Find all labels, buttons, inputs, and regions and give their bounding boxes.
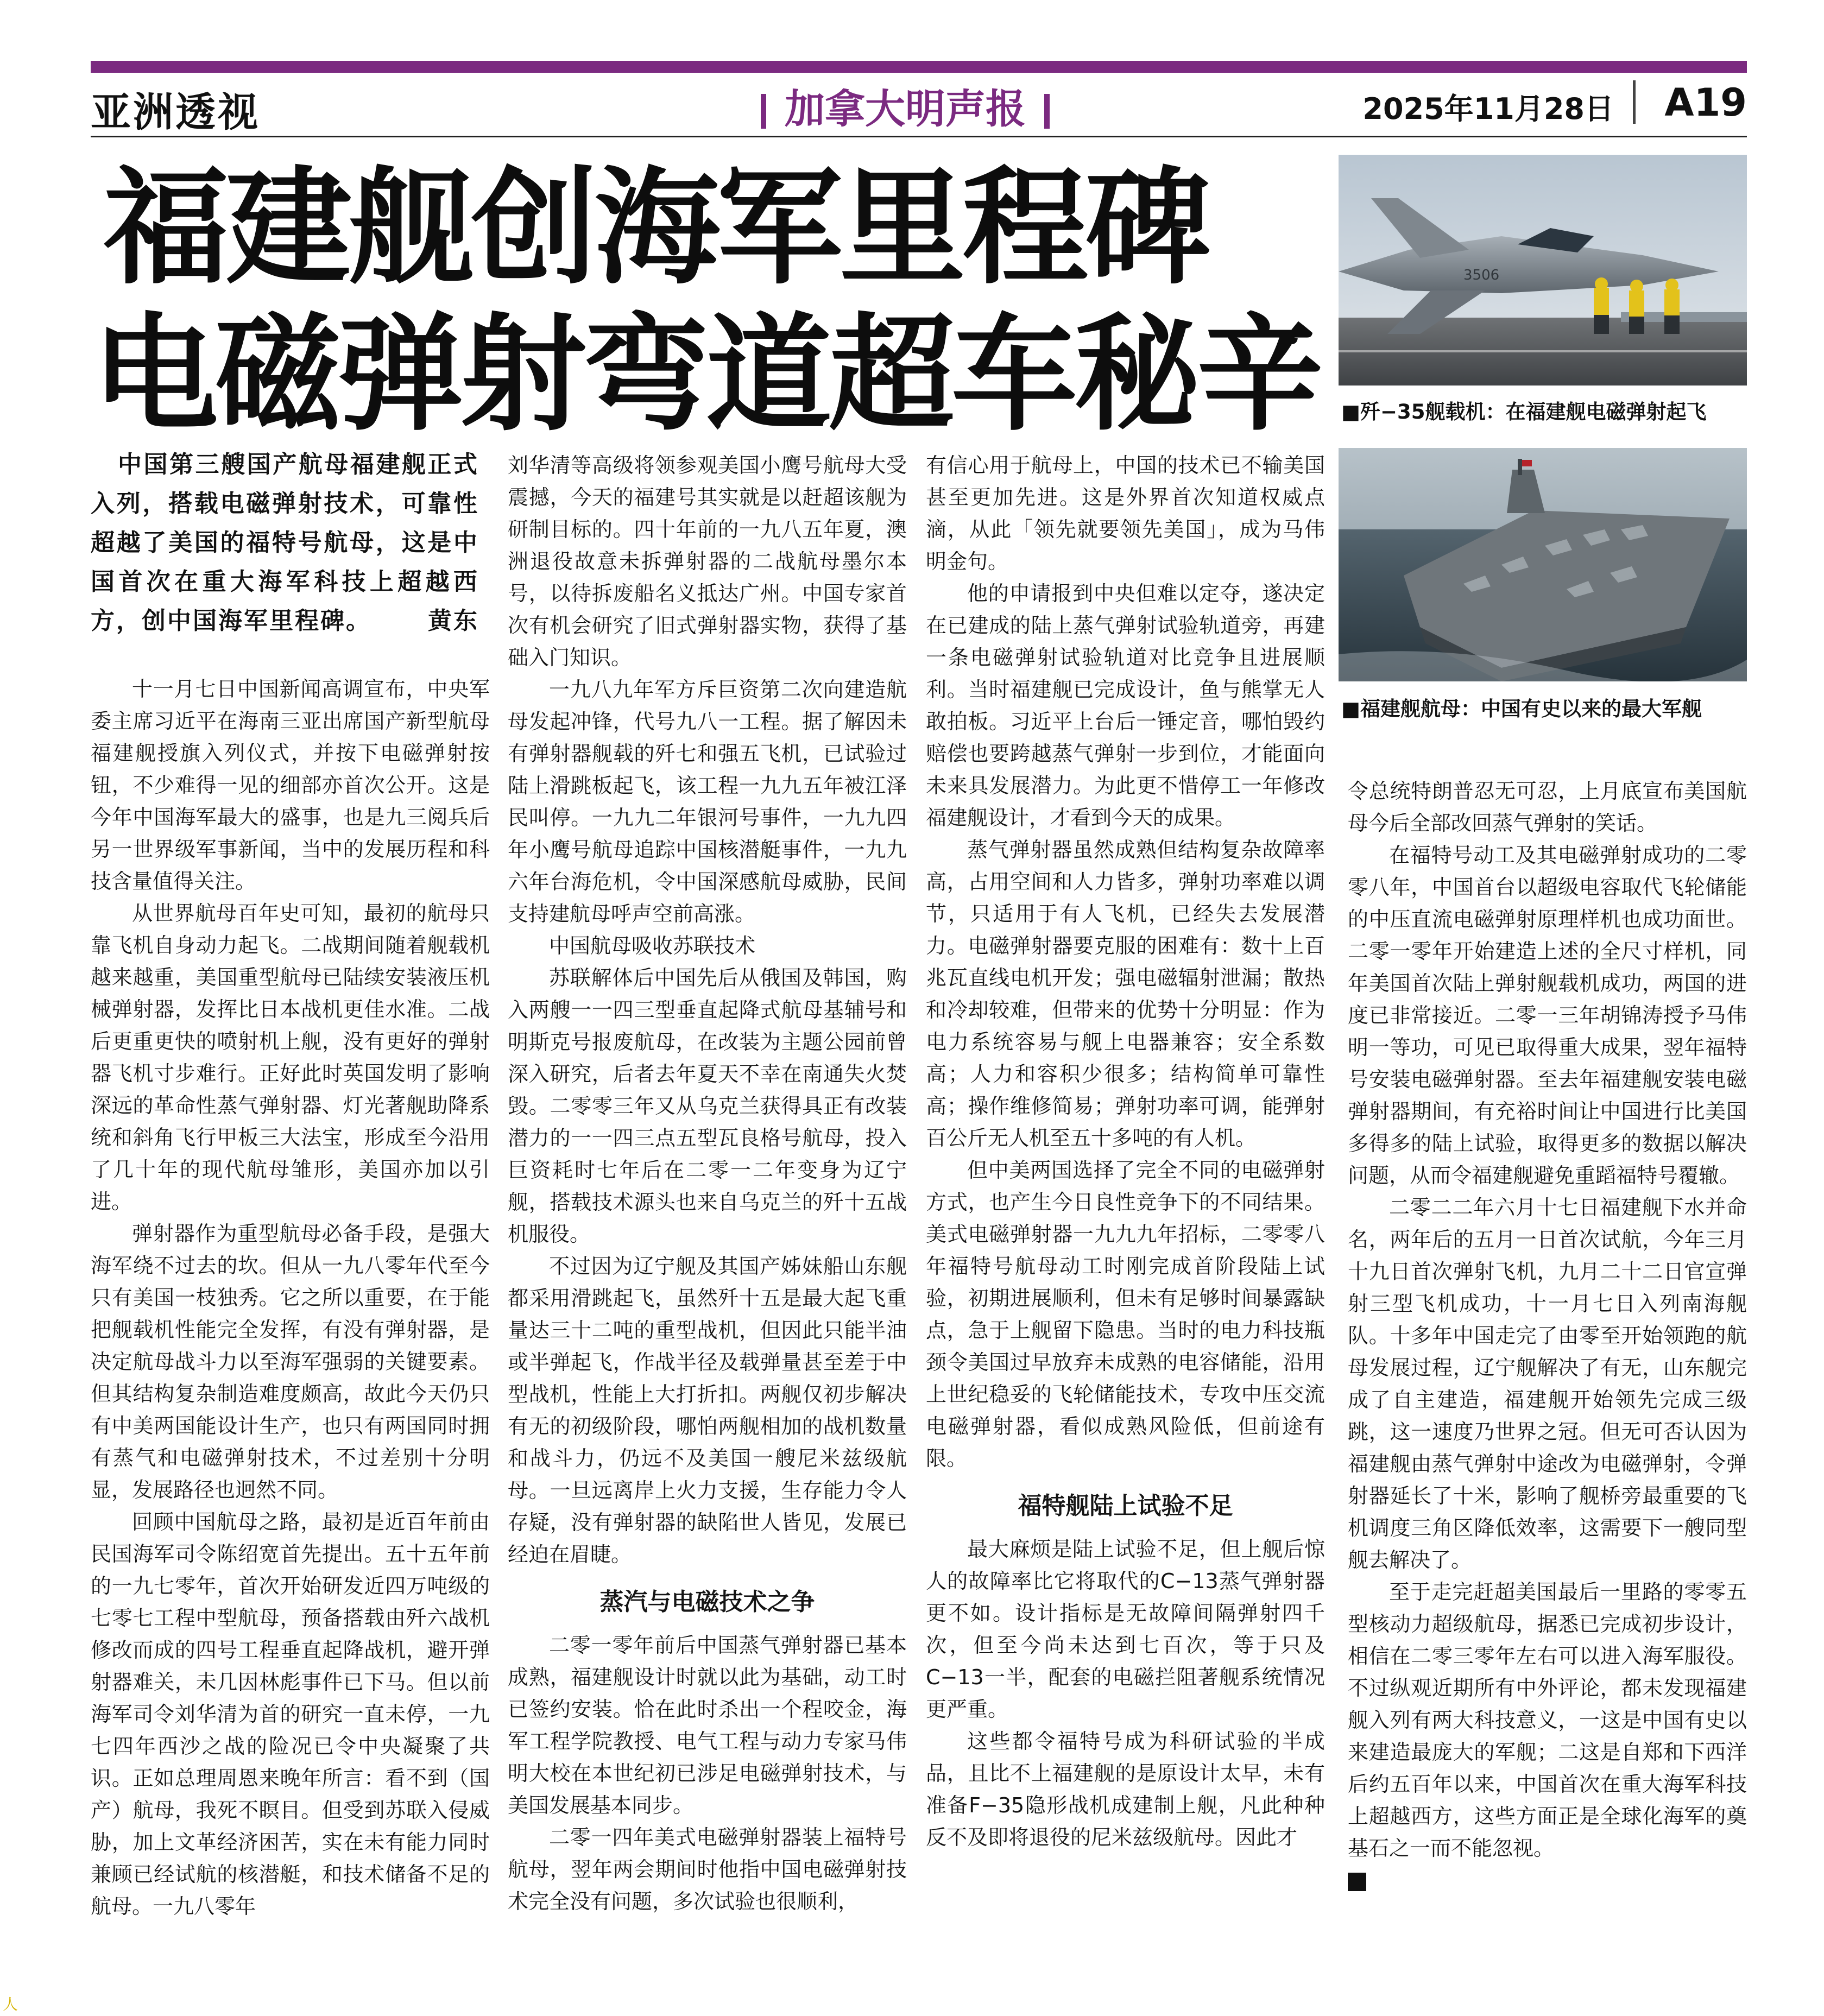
paragraph: 蒸气弹射器虽然成熟但结构复杂故障率高，占用空间和人力皆多，弹射功率难以调节，只适用于有人飞机，已经失去发展潜力。电磁弹射器要克服的困难有：数十上百兆瓦直线电机开发；强电磁辐射泄漏；散热和冷却较难，但带来的优势十分明显：作为电力系统容易与舰上电器兼容；安全系数高；人力和容积少很多；结构简单可靠性高；操作维修简易；弹射功率可调，能弹射百公斤无人机至五十多吨的有人机。 xyxy=(926,838,1325,1150)
photo-j35-fighter xyxy=(1339,155,1747,385)
inline-subheading: 中国航母吸收苏联技术 xyxy=(549,934,756,958)
article-column-3 xyxy=(926,450,1325,1854)
paragraph: 十一月七日中国新闻高调宣布，中央军委主席习近平在海南三亚出席国产新型航母福建舰授旗入列仪式，并按下电磁弹射按钮，不少难得一见的细部亦首次公开。这是今年中国海军最大的盛事，也是九三阅兵后另一世界级军事新闻，当中的发展历程和科技含量值得关注。 xyxy=(91,677,490,893)
masthead-prefix: 加拿大 xyxy=(785,86,905,132)
masthead-bar-left xyxy=(761,94,766,129)
article-column-2 xyxy=(508,450,907,1918)
top-color-bar xyxy=(91,61,1747,73)
paragraph: 回顾中国航母之路，最初是近百年前由民国海军司令陈绍宽首先提出。五十五年前的一九七零年，首次开始研发近四万吨级的七零七工程中型航母，预备搭载由歼六战机修改而成的四号工程垂直起降战机，避开弹射器难关，未几因林彪事件已下马。但以前海军司令刘华清为首的研究一直未停，一九七四年西沙之战的险况已令中央凝聚了共识。正如总理周恩来晚年所言：看不到（国产）航母，我死不瞑目。但受到苏联入侵威胁，加上文革经济困苦，实在未有能力同时兼顾已经试航的核潜艇，和技术储备不足的航母。一九八零年 xyxy=(91,1510,490,1918)
page-header xyxy=(91,76,1747,136)
page-number: A19 xyxy=(1664,80,1747,125)
paragraph: 但中美两国选择了完全不同的电磁弹射方式，也产生今日良性竞争下的不同结果。美式电磁弹射器一九九九年招标，二零零八年福特号航母动工时刚完成首阶段陆上试验，初期进展顺利，但未有足够时间暴露缺点，急于上舰留下隐患。当时的电力科技瓶颈令美国过早放弃未成熟的电容储能，沿用上世纪稳妥的飞轮储能技术，专攻中压交流电磁弹射器，看似成熟风险低，但前途有限。 xyxy=(926,1158,1325,1470)
photo-caption-2: ■福建舰航母：中国有史以来的最大军舰 xyxy=(1341,697,1702,721)
paragraph: 从世界航母百年史可知，最初的航母只靠飞机自身动力起飞。二战期间随着舰载机越来越重，美国重型航母已陆续安装液压机械弹射器，发挥比日本战机更佳水准。二战后更重更快的喷射机上舰，没有更好的弹射器飞机寸步难行。正好此时英国发明了影响深远的革命性蒸气弹射器、灯光著舰助降系统和斜角飞行甲板三大法宝，形成至今沿用了几十年的现代航母雏形，美国亦加以引进。 xyxy=(91,901,490,1214)
header-separator xyxy=(1633,80,1636,124)
paragraph: 刘华清等高级将领参观美国小鹰号航母大受震撼，今天的福建号其实就是以赶超该舰为研制目标的。四十年前的一九八五年夏，澳洲退役故意未拆弹射器的二战航母墨尔本号，以待拆废船名义抵达广州。中国专家首次有机会研究了旧式弹射器实物，获得了基础入门知识。 xyxy=(508,453,907,669)
paragraph: 这些都令福特号成为科研试验的半成品，且比不上福建舰的是原设计太早，未有准备F−35隐形战机成建制上舰，凡此种种反不及即将退役的尼米兹级航母。因此才 xyxy=(926,1729,1325,1849)
headline-line-1: 福建舰创海军里程碑 xyxy=(103,155,1208,301)
jet-number: 3506 xyxy=(1463,267,1500,283)
corner-mark: 人 xyxy=(3,1995,18,2013)
main-headline xyxy=(92,155,1325,448)
paragraph: 二零一四年美式电磁弹射器装上福特号航母，翌年两会期间时他指中国电磁弹射技术完全没有问题，多次试验也很顺利， xyxy=(508,1825,907,1913)
paragraph: 苏联解体后中国先后从俄国及韩国，购入两艘一一四三型垂直起降式航母基辅号和明斯克号报废航母，在改装为主题公园前曾深入研究，后者去年夏天不幸在南通失火焚毁。二零零三年又从乌克兰获得具正有改装潜力的一一四三点五型瓦良格号航母，投入巨资耗时七年后在二零一二年变身为辽宁舰，搭载技术源头也来自乌克兰的歼十五战机服役。 xyxy=(508,966,907,1246)
lead-paragraph xyxy=(91,445,479,641)
headline-line-2: 电磁弹射弯道超车秘辛 xyxy=(92,301,1320,448)
paragraph: 一九八九年军方斥巨资第二次向建造航母发起冲锋，代号九八一工程。据了解因未有弹射器舰载的歼七和强五飞机，已试验过陆上滑跳板起飞，该工程一九九五年被江泽民叫停。一九九二年银河号事件，一九九四年小鹰号航母追踪中国核潜艇事件，一九九六年台海危机，令中国深感航母威胁，民间支持建航母呼声空前高涨。 xyxy=(508,678,907,926)
paragraph: 二零一零年前后中国蒸气弹射器已基本成熟，福建舰设计时就以此为基础，动工时已签约安装。恰在此时杀出一个程咬金，海军工程学院教授、电气工程与动力专家马伟明大校在本世纪初已涉足电磁弹射技术，与美国发展基本同步。 xyxy=(508,1633,907,1817)
photo-j35-fighter-image xyxy=(1339,155,1747,385)
lead-text: 中国第三艘国产航母福建舰正式入列，搭载电磁弹射技术，可靠性超越了美国的福特号航母，这是中国首次在重大海军科技上超越西方，创中国海军里程碑。 xyxy=(91,451,479,635)
paragraph: 最大麻烦是陆上试验不足，但上舰后惊人的故障率比它将取代的C−13蒸气弹射器更不如。设计指标是无故障间隔弹射四千次，但至今尚未达到七百次，等于只及C−13一半，配套的电磁拦阻著舰系统情况更严重。 xyxy=(926,1537,1325,1721)
masthead-name: 明声报 xyxy=(905,86,1026,132)
paragraph: 有信心用于航母上，中国的技术已不输美国甚至更加先进。这是外界首次知道权威点滴，从此「领先就要领先美国」，成为马伟明金句。 xyxy=(926,453,1325,573)
masthead xyxy=(742,77,1068,135)
photo-fujian-carrier-image xyxy=(1339,448,1747,681)
deck-crew xyxy=(1594,277,1680,334)
paragraph: 弹射器作为重型航母必备手段，是强大海军绕不过去的坎。但从一九八零年代至今只有美国一枝独秀。它之所以重要，在于能把舰载机性能完全发挥，有没有弹射器，是决定航母战斗力以至海军强弱的关键要素。但其结构复杂制造难度颇高，故此今天仍只有中美两国能设计生产，也只有两国同时拥有蒸气和电磁弹射技术，不过差别十分明显，发展路径也迥然不同。 xyxy=(91,1222,490,1502)
header-rule xyxy=(91,136,1747,137)
paragraph: 令总统特朗普忍无可忍，上月底宣布美国航母今后全部改回蒸气弹射的笑话。 xyxy=(1348,779,1747,835)
article-column-1 xyxy=(91,673,490,1923)
paragraph: 至于走完赶超美国最后一里路的零零五型核动力超级航母，据悉已完成初步设计，相信在二零三零年左右可以进入海军服役。不过纵观近期所有中外评论，都未发现福建舰入列有两大科技意义，一这是中国有史以来建造最庞大的军舰；二这是自郑和下西洋后约五百年以来，中国首次在重大海军科技上超越西方，这些方面正是全球化海军的奠基石之一而不能忽视。 xyxy=(1348,1580,1747,1860)
end-of-article xyxy=(1348,1865,1747,1897)
photo-fujian-carrier xyxy=(1339,448,1747,681)
article-column-4 xyxy=(1348,775,1747,1897)
issue-date: 2025年11月28日 xyxy=(1362,92,1614,126)
paragraph: 不过因为辽宁舰及其国产姊妹船山东舰都采用滑跳起飞，虽然歼十五是最大起飞重量达三十二吨的重型战机，但因此只能半油或半弹起飞，作战半径及载弹量甚至差于中型战机，性能上大打折扣。两舰仅初步解决有无的初级阶段，哪怕两舰相加的战机数量和战斗力，仍远不及美国一艘尼米兹级航母。一旦远离岸上火力支援，生存能力令人存疑，没有弹射器的缺陷世人皆见，发展已经迫在眉睫。 xyxy=(508,1254,907,1566)
photo-caption-1: ■歼−35舰载机：在福建舰电磁弹射起飞 xyxy=(1341,400,1707,424)
paragraph: 他的申请报到中央但难以定夺，遂决定在已建成的陆上蒸气弹射试验轨道旁，再建一条电磁弹射试验轨道对比竞争且进展顺利。当时福建舰已完成设计，鱼与熊掌无人敢拍板。习近平上台后一锤定音，哪怕毁约赔偿也要跨越蒸气弹射一步到位，才能面向未来具发展潜力。为此更不惜停工一年修改福建舰设计，才看到今天的成果。 xyxy=(926,582,1325,830)
subheading-steam-vs-em: 蒸汽与电磁技术之争 xyxy=(599,1588,815,1616)
paragraph: 二零二二年六月十七日福建舰下水并命名，两年后的五月一日首次试航，今年三月十九日首次弹射飞机，九月二十二日官宣弹射三型飞机成功，十一月七日入列南海舰队。十多年中国走完了由零至开始领跑的航母发展过程，辽宁舰解决了有无，山东舰完成了自主建造，福建舰开始领先完成三级跳，这一速度乃世界之冠。但无可否认因为福建舰由蒸气弹射中途改为电磁弹射，令弹射器延长了十米，影响了舰桥旁最重要的飞机调度三角区降低效率，这需要下一艘同型舰去解决了。 xyxy=(1348,1196,1747,1572)
masthead-bar-right xyxy=(1044,94,1050,129)
paragraph: 在福特号动工及其电磁弹射成功的二零零八年，中国首台以超级电容取代飞轮储能的中压直流电磁弹射原理样机也成功面世。二零一零年开始建造上述的全尺寸样机，同年美国首次陆上弹射舰载机成功，两国的进度已非常接近。二零一三年胡锦涛授予马伟明一等功，可见已取得重大成果，翌年福特号安装电磁弹射器。至去年福建舰安装电磁弹射器期间，有充裕时间让中国进行比美国多得多的陆上试验，取得更多的数据以解决问题，从而令福建舰避免重蹈福特号覆辙。 xyxy=(1348,843,1747,1187)
end-mark-icon xyxy=(1348,1873,1366,1891)
section-name: 亚洲透视 xyxy=(91,89,260,136)
byline: 黄东 xyxy=(428,607,479,635)
subheading-ford-testing: 福特舰陆上试验不足 xyxy=(1018,1492,1233,1520)
